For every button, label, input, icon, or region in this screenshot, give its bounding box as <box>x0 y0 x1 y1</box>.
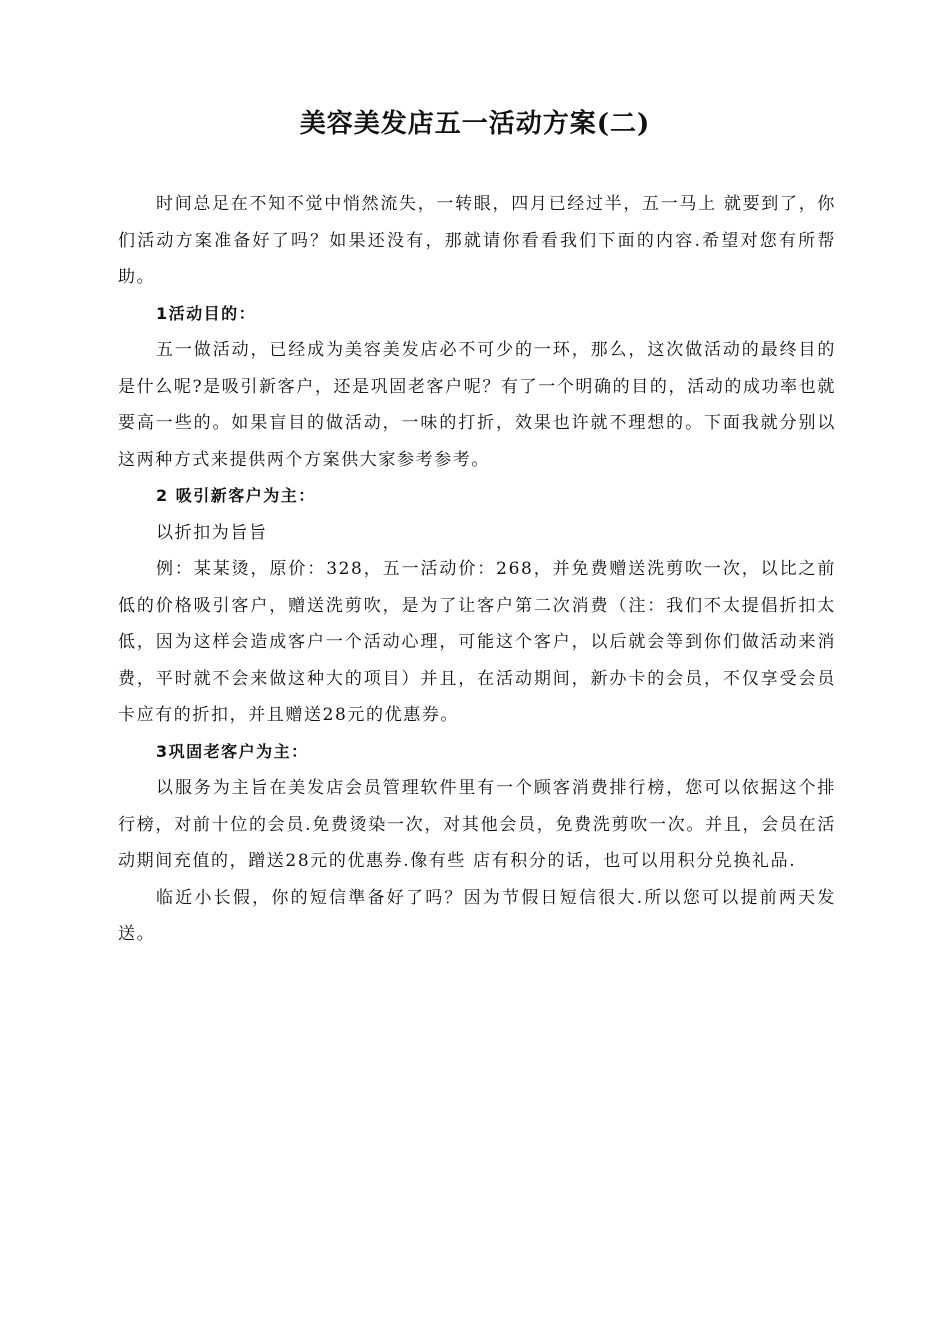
section-2-subheading: 以折扣为旨旨 <box>156 522 268 543</box>
document-body <box>118 186 836 953</box>
section-1-heading: 1活动目的： <box>156 303 257 323</box>
section-1-paragraph: 五一做活动，已经成为美容美发店必不可少的一环，那么，这次做活动的最终目的是什么呢?是吸引新客户，还是巩固老客户呢？有了一个明确的目的，活动的成功率也就要高一些的。如果盲目的做活动，一味的打折，效果也许就不理想的。下面我就分别以这两种方式来提供两个方案供大家参考参考。 <box>118 340 836 470</box>
section-3-paragraph: 以服务为主旨在美发店会员管理软件里有一个顾客消费排行榜，您可以依据这个排行榜，对前十位的会员.免费烫染一次，对其他会员，免费洗剪吹一次。并且，会员在活动期间充值的，蹭送28元的优惠券.像有些 店有积分的话，也可以用积分兑换礼品. <box>118 778 836 871</box>
section-2-paragraph: 例：某某烫，原价：328，五一活动价：268，并免费赠送洗剪吹一次，以比之前低的价格吸引客户，赠送洗剪吹，是为了让客户第二次消费（注：我们不太提倡折扣太低，因为这样会造成客户一个活动心理，可能这个客户，以后就会等到你们做活动来消费，平时就不会来做这种大的项目）并且，在活动期间，新办卡的会员，不仅享受会员卡应有的折扣，并且赠送28元的优惠券。 <box>118 559 836 725</box>
closing-paragraph: 临近小长假，你的短信準备好了吗？因为节假日短信很大.所以您可以提前两天发送。 <box>118 887 836 944</box>
document-title: 美容美发店五一活动方案(二) <box>299 109 651 139</box>
intro-paragraph: 时间总足在不知不觉中悄然流失，一转眼，四月已经过半，五一马上 就要到了，你们活动方案准备好了吗？如果还没有，那就请你看看我们下面的内容.希望对您有所帮助。 <box>118 194 836 287</box>
section-3-heading: 3巩固老客户为主： <box>156 741 309 761</box>
section-2-heading: 2 吸引新客户为主： <box>156 486 316 505</box>
